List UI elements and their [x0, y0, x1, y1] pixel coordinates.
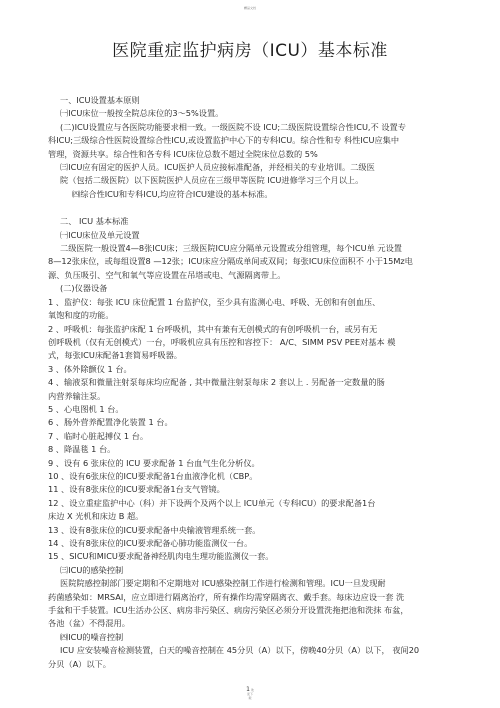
- list-item-continued: 式，每张ICU床配备1套简易呼吸器。: [48, 350, 182, 361]
- list-item: 6 、肠外营养配置净化装置 1 台。: [48, 417, 173, 428]
- paragraph-line: 8—12张床位，或每组设置8 —12张；ICU床应分隔成单间或双间；每张ICU床位面积不 小于15Mz电: [48, 256, 413, 267]
- page-footer: [0, 688, 500, 700]
- list-item: 9 、设有 6 张床位的 ICU 要求配备 1 台血气生化分析仪。: [48, 457, 260, 468]
- list-item: 8 、降温毯 1 台。: [48, 444, 116, 455]
- list-item-continued: 氧饱和度的功能。: [48, 310, 114, 321]
- list-item: 4 、输液泵和微量注射泵每床均应配备 , 其中微量注射泵每床 2 套以上 . 另配备一定数量的肠: [48, 377, 385, 388]
- list-item: 5 、心电图机 1 台。: [48, 403, 124, 414]
- list-item: 10 、设有6张床位的ICU要求配备1台血液净化机（CBP。: [48, 470, 258, 481]
- paragraph-line: 管理，资源共享。综合性和各专科 ICU床位总数不超过全院床位总数的 5%: [48, 148, 318, 159]
- page-header: 精品文档: [243, 6, 256, 10]
- list-item-continued: 内营养输注泵。: [48, 390, 106, 401]
- paragraph-line: 科ICU;三级综合性医院设置综合性ICU,或设置监护中心下的专科ICU。综合性和专 科性ICU应集中: [48, 135, 400, 146]
- list-item: 15 、SICU和MICU要求配备神经肌肉电生理功能监测仪一套。: [48, 551, 274, 562]
- page-number: 1: [246, 686, 250, 693]
- document-title: 医院重症监护病房（ICU）基本标准: [112, 41, 388, 61]
- section-heading: 二、 ICU 基本标准: [60, 216, 129, 227]
- footer-note: 欢: [250, 688, 254, 692]
- paragraph-line: 分贝（A）以下。: [48, 658, 111, 669]
- subsection-heading: (二)仪器设备: [60, 283, 108, 294]
- list-item: 7 、临时心脏起搏仪 1 台。: [48, 430, 149, 441]
- subsection-heading: ㈣ICU的噪音控制: [60, 631, 124, 642]
- paragraph-line: (二)ICU设置应与各医院功能要求相一致。一级医院不设 ICU;二级医院设置综合性ICU,不 设置专: [60, 121, 406, 132]
- list-item: 14 、设有8张床位的ICU要求配备心肺功能监测仪一台。: [48, 538, 253, 548]
- list-item: 13 、设有8张床位的ICU要求配备中央输液管理系统一套。: [48, 524, 261, 535]
- paragraph-line: 院（包括二级医院）以下医院医护人员应在三级甲等医院 ICU进修学习三个月以上。: [60, 175, 364, 186]
- list-item: 1 、监护仪：每张 ICU 床位配置 1 台监护仪，至少具有监测心电、呼吸、无创和有创血压、: [48, 296, 381, 307]
- document-body: [48, 94, 458, 671]
- footer-note: 载: [248, 696, 252, 700]
- list-item: 2 、呼吸机：每张监护床配 1 台呼吸机，其中有兼有无创模式的有创呼吸机一台，或另有无: [48, 323, 378, 334]
- paragraph-line: 药菌感染如：MRSAI，应立即进行隔离治疗，所有操作均需穿隔离衣、戴手套。每床边应设一套 洗: [48, 591, 405, 602]
- paragraph-line: ㈠ICU床位一般按全院总床位的3～5%设置。: [60, 108, 224, 119]
- paragraph-line: ㈢ICU应有固定的医护人员。ICU医护人员应接标准配备，并经相关的专业培训。二级医: [60, 162, 375, 173]
- paragraph-line: 各池（盆）不得混用。: [48, 618, 130, 629]
- section-heading: 一、ICU设置基本原则: [60, 95, 140, 105]
- paragraph-line: 源、负压吸引、空气和氧气等应设置在吊塔或电、气源隔离带上。: [48, 269, 286, 280]
- list-item: 3 、体外除颤仪 1 台。: [48, 363, 132, 374]
- list-item-continued: 床边 X 光机和床边 B 超。: [48, 511, 144, 522]
- subsection-heading: ㈠ICU床位及单元设置: [60, 229, 140, 240]
- paragraph-line: 手盆和干手装置。ICU生活办公区、病房非污染区、病房污染区必须分开设置洗拖把池和洗抹 布盆，: [48, 605, 409, 616]
- paragraph-line: ㈣综合性ICU和专科ICU,均应符合ICU建设的基本标准。: [72, 188, 273, 199]
- subsection-heading: ㈢ICU的感染控制: [60, 564, 124, 575]
- list-item: 11 、设有8张床位的ICU要求配备1台支气管镜。: [48, 484, 225, 495]
- list-item-continued: 创呼吸机（仅有无创模式）一台，呼吸机应具有压控和容控下： A/C、SIMM PSV PEE对基本 模: [48, 336, 396, 347]
- paragraph-line: 医院院感控制部门要定期和不定期地对 ICU感染控制工作进行检测和管理。ICU一旦发现耐: [60, 578, 386, 589]
- list-item: 12 、设立重症监护中心（科）并下设两个及两个以上 ICU单元（专科ICU）的要求配备1台: [48, 497, 376, 508]
- footer-note: 迎下: [246, 692, 253, 696]
- paragraph-line: ICU 应安装噪音检测装置，白天的噪音控制在 45分贝（A）以下，傍晚40分贝（A）以下， 夜间20: [60, 645, 420, 656]
- paragraph-line: 二级医院一般设置4—8张ICU床；三级医院ICU应分隔单元设置或分组管理，每个ICU单 元设置: [60, 243, 402, 254]
